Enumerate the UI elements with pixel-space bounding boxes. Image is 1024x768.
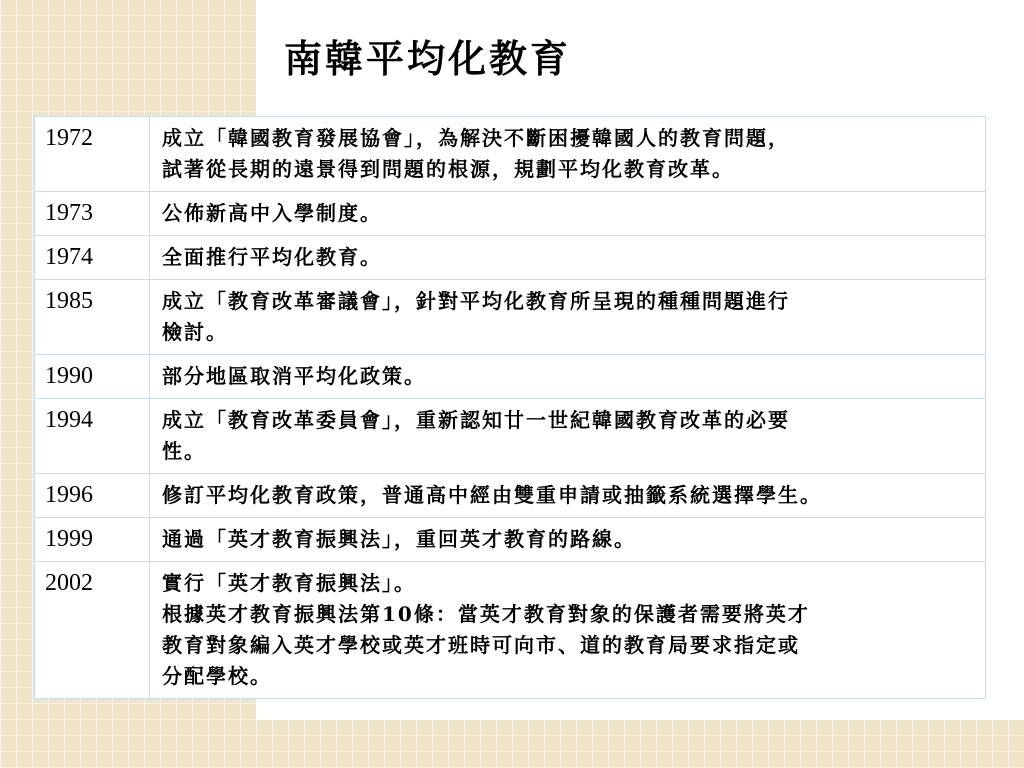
description-line: 通過「英才教育振興法」，重回英才教育的路線。 — [162, 527, 636, 551]
table-row — [35, 474, 986, 518]
slide-title: 南韓平均化教育 — [284, 36, 572, 81]
table-row — [35, 399, 986, 474]
table-row — [35, 280, 986, 355]
description-cell — [150, 280, 986, 355]
decorative-bottom-strip — [0, 720, 1024, 768]
description-cell — [150, 117, 986, 192]
year-cell: 1994 — [35, 399, 150, 474]
description-line: 修訂平均化教育政策，普通高中經由雙重申請或抽籤系統選擇學生。 — [162, 483, 822, 507]
year-cell: 1999 — [35, 518, 150, 562]
description-line: 成立「韓國教育發展協會」，為解決不斷困擾韓國人的教育問題， — [162, 126, 790, 150]
year-cell: 1972 — [35, 117, 150, 192]
description-cell — [150, 474, 986, 518]
table-row — [35, 562, 986, 699]
year-cell: 1996 — [35, 474, 150, 518]
description-cell — [150, 562, 986, 699]
table-row — [35, 355, 986, 399]
timeline-table-container — [34, 116, 986, 699]
timeline-table — [34, 116, 986, 699]
year-cell: 2002 — [35, 562, 150, 699]
description-line: 成立「教育改革審議會」，針對平均化教育所呈現的種種問題進行 — [162, 289, 790, 313]
table-row — [35, 236, 986, 280]
description-cell — [150, 355, 986, 399]
description-line: 根據英才教育振興法第10條：當英才教育對象的保護者需要將英才 — [162, 602, 810, 626]
description-line: 性。 — [162, 439, 206, 463]
description-line: 教育對象編入英才學校或英才班時可向市、道的教育局要求指定或 — [162, 633, 800, 657]
description-cell — [150, 192, 986, 236]
description-cell — [150, 518, 986, 562]
description-line: 實行「英才教育振興法」。 — [162, 571, 416, 595]
description-line: 檢討。 — [162, 320, 228, 344]
description-line: 全面推行平均化教育。 — [162, 245, 382, 269]
table-row — [35, 117, 986, 192]
description-line: 分配學校。 — [162, 664, 272, 688]
description-line: 試著從長期的遠景得到問題的根源，規劃平均化教育改革。 — [162, 157, 734, 181]
description-cell — [150, 236, 986, 280]
description-cell — [150, 399, 986, 474]
year-cell: 1985 — [35, 280, 150, 355]
description-line: 成立「教育改革委員會」，重新認知廿一世紀韓國教育改革的必要 — [162, 408, 790, 432]
year-cell: 1974 — [35, 236, 150, 280]
table-row — [35, 518, 986, 562]
description-line: 公佈新高中入學制度。 — [162, 201, 382, 225]
table-row — [35, 192, 986, 236]
year-cell: 1990 — [35, 355, 150, 399]
description-line: 部分地區取消平均化政策。 — [162, 364, 426, 388]
year-cell: 1973 — [35, 192, 150, 236]
